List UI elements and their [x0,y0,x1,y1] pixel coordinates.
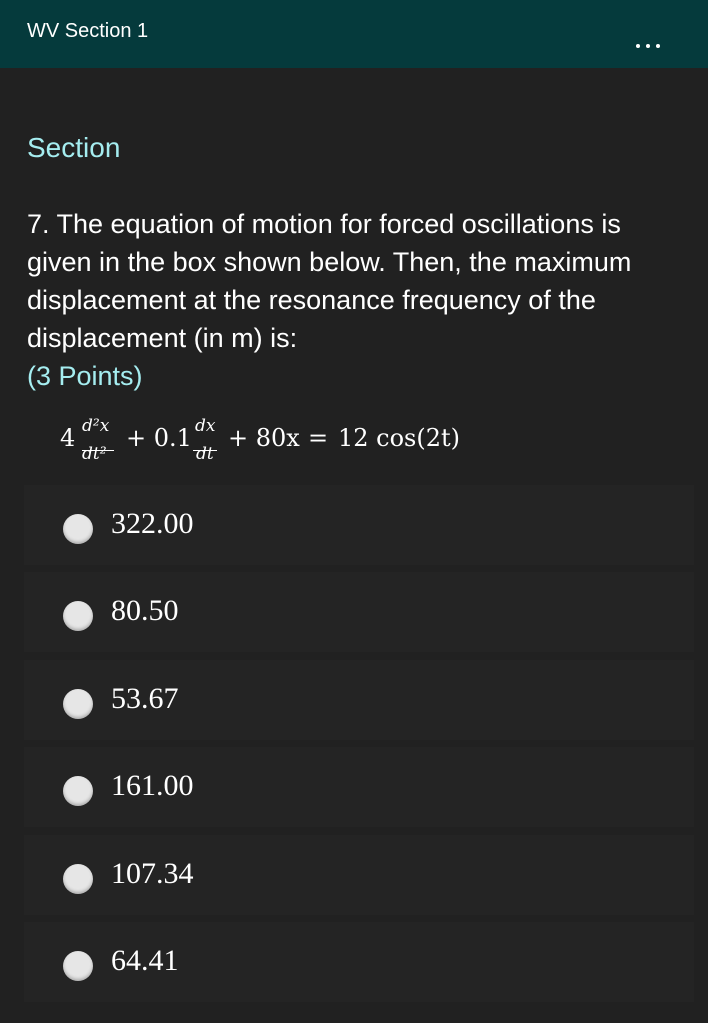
question-text: 7. The equation of motion for forced oscillations is given in the box shown below. Then, the maximum displacement at the resonance frequency of the displacement (in m) is: [27,209,632,353]
equation-coef1: 4 [60,424,76,452]
equation-rhs: 12 cos(2t) [338,424,461,452]
equation-equals: = [308,424,329,452]
question-points: (3 Points) [27,361,143,391]
more-horizontal-icon-dot [656,44,660,48]
answer-option[interactable] [24,922,694,1002]
more-horizontal-icon [636,44,640,48]
answer-option-label: 53.67 [111,682,179,715]
answer-option[interactable] [24,660,694,740]
answer-option-label: 64.41 [111,944,179,977]
answer-option-label: 161.00 [111,769,194,802]
answer-option-label: 80.50 [111,594,179,627]
radio-button-icon[interactable] [63,601,93,631]
equation-frac1-denominator: dt² [82,444,107,464]
equation-frac2-denominator: dt [196,444,214,464]
answer-option-label: 107.34 [111,857,194,890]
app-header [0,0,708,68]
radio-button-icon[interactable] [63,776,93,806]
section-label: Section [27,132,121,163]
equation-image [60,410,480,470]
radio-button-icon[interactable] [63,951,93,981]
answer-option[interactable] [24,485,694,565]
radio-button-icon[interactable] [63,514,93,544]
radio-button-icon[interactable] [63,689,93,719]
radio-button-icon[interactable] [63,864,93,894]
header-title: WV Section 1 [27,20,149,42]
answer-option[interactable] [24,572,694,652]
equation-term3: + 80x [228,424,300,452]
more-horizontal-icon-dot [646,44,650,48]
answer-option[interactable] [24,835,694,915]
equation-term2: + 0.1 [126,424,192,452]
equation-frac2-numerator: dx [195,416,216,436]
answer-option-label: 322.00 [111,507,194,540]
equation-frac1-numerator: d²x [82,416,110,436]
more-options-button[interactable] [628,36,668,56]
answer-option[interactable] [24,747,694,827]
